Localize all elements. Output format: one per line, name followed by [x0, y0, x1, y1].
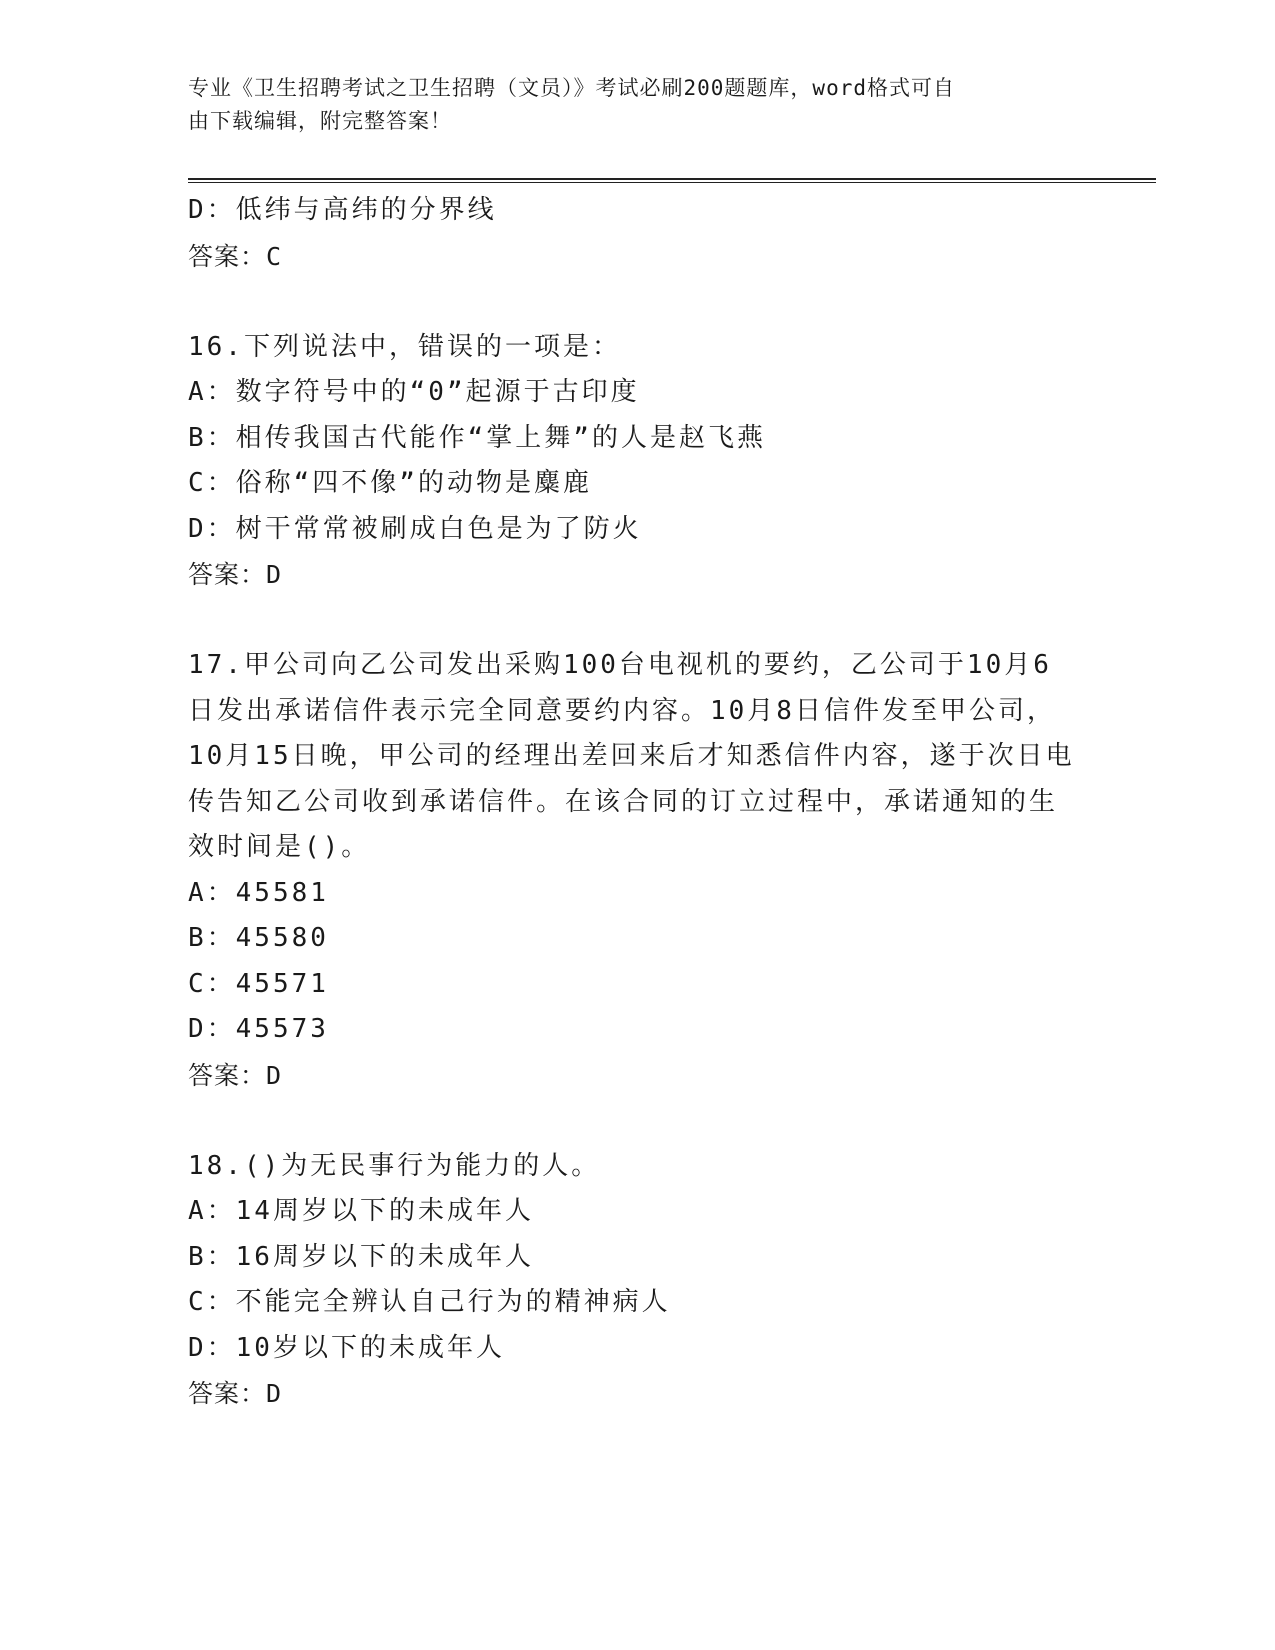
question-stem: 16.下列说法中，错误的一项是： — [188, 331, 621, 362]
option-a: A：14周岁以下的未成年人 — [188, 1196, 534, 1226]
option-d: D：低纬与高纬的分界线 — [188, 195, 497, 225]
option-c: C：不能完全辨认自己行为的精神病人 — [188, 1287, 671, 1317]
answer-line — [188, 234, 1088, 280]
option-a: A：数字符号中的“0”起源于古印度 — [188, 377, 640, 407]
document-header — [188, 72, 1068, 138]
question-stem-line-5: 效时间是()。 — [188, 832, 371, 862]
question-list — [188, 188, 1088, 1417]
option-b: B：45580 — [188, 923, 329, 953]
answer-value: D — [266, 1379, 283, 1408]
option-b: B：相传我国古代能作“掌上舞”的人是赵飞燕 — [188, 422, 766, 453]
answer-line — [188, 552, 1088, 598]
question-stem-line-3: 10月15日晚，甲公司的经理出差回来后才知悉信件内容，遂于次日电 — [188, 741, 1075, 771]
question-17 — [188, 643, 1088, 1098]
option-c: C：45571 — [188, 968, 329, 999]
option-b: B：16周岁以下的未成年人 — [188, 1241, 534, 1272]
question-16 — [188, 325, 1088, 598]
spacer — [188, 598, 1088, 644]
answer-line — [188, 1371, 1088, 1417]
option-d: D：10岁以下的未成年人 — [188, 1332, 505, 1363]
answer-label: 答案： — [188, 1060, 267, 1090]
answer-line — [188, 1053, 1088, 1099]
question-stem-line-1: 17.甲公司向乙公司发出采购100台电视机的要约，乙公司于10月6 — [188, 650, 1052, 680]
header-line-2: 由下载编辑，附完整答案！ — [188, 109, 452, 133]
answer-label: 答案： — [188, 560, 267, 589]
answer-label: 答案： — [188, 241, 267, 271]
answer-value: C — [266, 241, 283, 271]
question-stem: 18.()为无民事行为能力的人。 — [188, 1150, 601, 1181]
answer-value: D — [266, 1060, 283, 1090]
option-d: D：树干常常被刷成白色是为了防火 — [188, 513, 642, 544]
header-divider — [188, 178, 1156, 183]
option-a: A：45581 — [188, 877, 329, 908]
option-c: C：俗称“四不像”的动物是麋鹿 — [188, 468, 592, 498]
option-d: D：45573 — [188, 1014, 329, 1044]
spacer — [188, 279, 1088, 325]
header-line-1: 专业《卫生招聘考试之卫生招聘（文员）》考试必刷200题题库，word格式可自 — [188, 76, 955, 100]
question-15-tail — [188, 188, 1088, 279]
spacer — [188, 1098, 1088, 1144]
answer-label: 答案： — [188, 1379, 267, 1408]
question-stem-line-2: 日发出承诺信件表示完全同意要约内容。10月8日信件发至甲公司， — [188, 695, 1056, 726]
question-stem-line-4: 传告知乙公司收到承诺信件。在该合同的订立过程中，承诺通知的生 — [188, 786, 1059, 817]
answer-value: D — [266, 560, 283, 589]
question-18 — [188, 1144, 1088, 1417]
